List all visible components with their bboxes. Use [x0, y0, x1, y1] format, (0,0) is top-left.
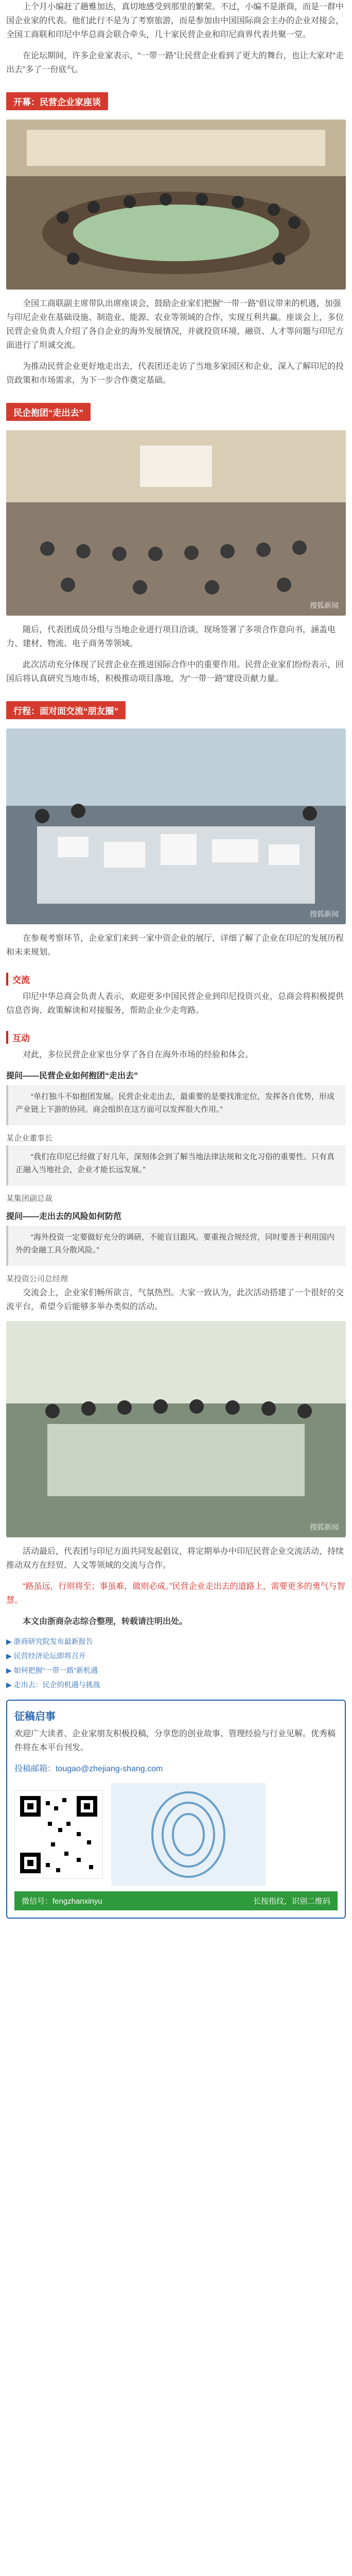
body-paragraph: 交流会上，企业家们畅所欲言，气氛热烈。大家一致认为，此次活动搭建了一个很好的交流平台，希望今后能够多举办类似的活动。 — [6, 1289, 344, 1311]
intro-paragraph: 在论坛期间，许多企业家表示，“一带一路”让民营企业看到了更大的舞台，也让大家对“走出去”多了一份底气。 — [6, 52, 344, 74]
question-heading: 提问——走出去的风险如何防范 — [6, 1212, 122, 1221]
photo-conference — [6, 430, 346, 616]
speaker-label: 某集团副总裁 — [6, 1194, 53, 1203]
quote-text: “我们在印尼已经做了好几年，深刻体会到了解当地法律法规和文化习俗的重要性。只有真正融入当地社会，企业才能长远发展。” — [15, 1153, 335, 1174]
qr-row — [14, 1783, 338, 1886]
body-paragraph: 随后，代表团成员分组与当地企业进行项目洽谈，现场签署了多项合作意向书，涵盖电力、建材、物流、电子商务等领域。 — [6, 625, 336, 648]
quote-text: “海外投资一定要做好充分的调研，不能盲目跟风。要重视合规经营，同时要善于利用国内外的金融工具分散风险。” — [15, 1233, 335, 1255]
section-header: 开幕：民营企业家座谈 — [6, 92, 108, 110]
photo-watermark: 搜狐新闻 — [310, 910, 339, 918]
subsection-header: 交流 — [6, 973, 30, 986]
photo-meeting — [6, 120, 346, 290]
fingerprint-icon[interactable] — [111, 1783, 266, 1886]
body-paragraph: 印尼中华总商会负责人表示，欢迎更多中国民营企业到印尼投资兴业，总商会将积极提供信息咨询、政策解读和对接服务，帮助企业少走弯路。 — [6, 992, 344, 1015]
photo-watermark: 搜狐新闻 — [310, 601, 339, 609]
body-paragraph: 对此，多位民营企业家也分享了各自在海外市场的经验和体会。 — [23, 1050, 254, 1059]
body-paragraph: 活动最后，代表团与印尼方面共同发起倡议，将定期举办中印尼民营企业交流活动，持续推动双方在经贸、人文等领域的交流与合作。 — [6, 1547, 344, 1570]
body-paragraph: 全国工商联副主席带队出席座谈会，鼓励企业家们把握“一带一路”倡议带来的机遇，加强与印尼企业在基础设施、制造业、能源、农业等领域的合作，实现互利共赢。座谈会上，多位民营企业负责人介绍了各自企业的海外发展情况，并就投资环境、融资、人才等问题与印尼方面进行了坦诚交流。 — [6, 299, 344, 350]
footer-heading: 征稿启事 — [14, 1711, 56, 1722]
photo-exhibition — [6, 728, 346, 924]
photo-group — [6, 1321, 346, 1537]
body-paragraph: 此次活动充分体现了民营企业在推进国际合作中的重要作用。民营企业家们纷纷表示，回国后将认真研究当地市场，积极推动项目落地，为“一带一路”建设贡献力量。 — [6, 660, 344, 683]
quote-block — [6, 1226, 346, 1266]
footer-bar — [14, 1891, 338, 1910]
speaker-label: 某企业董事长 — [6, 1134, 53, 1143]
related-link[interactable]: ▶ 走出去：民企的机遇与挑战 — [6, 1681, 100, 1689]
related-links — [6, 1636, 346, 1690]
section-header: 民企抱团“走出去” — [6, 403, 91, 421]
speaker-label: 某投资公司总经理 — [6, 1275, 68, 1283]
body-paragraph: 在参观考察环节，企业家们来到一家中资企业的展厅，详细了解了企业在印尼的发展历程和未来规划。 — [6, 934, 344, 957]
quote-block — [6, 1085, 346, 1125]
qr-code[interactable] — [14, 1790, 103, 1879]
quote-text: “单打独斗不如抱团发展。民营企业走出去，最重要的是要找准定位，发挥各自优势，形成产业链上下游的协同。商会组织在这方面可以发挥很大作用。” — [15, 1092, 335, 1114]
section-header: 行程：面对面交流“朋友圈” — [6, 701, 126, 719]
call-for-submissions — [6, 1700, 346, 1919]
closing-quote: “路虽远，行则将至；事虽难，做则必成。”民营企业走出去的道路上，需要更多的勇气与智慧。 — [6, 1582, 345, 1605]
question-heading: 提问——民营企业如何抱团“走出去” — [6, 1072, 138, 1080]
related-link[interactable]: ▶ 民营经济论坛即将召开 — [6, 1652, 86, 1660]
footer-note: 本文由浙商杂志综合整理，转载请注明出处。 — [23, 1617, 188, 1626]
scan-hint: 长按指纹，识别二维码 — [253, 1897, 330, 1906]
footer-body: 欢迎广大读者、企业家朋友积极投稿，分享您的创业故事、管理经验与行业见解。优秀稿件将在本平台刊发。 — [14, 1730, 336, 1752]
footer-contact[interactable]: 投稿邮箱：tougao@zhejiang-shang.com — [14, 1765, 163, 1773]
intro-paragraph: 上个月小编赶了趟雅加达，真切地感受到那里的繁荣。不过，小编不是浙商，而是一群中国企业家的代表。他们此行不是为了考察旅游，而是参加由中国国际商会主办的企业对接会，全国工商联和印尼中华总商会联合牵头，几十家民营企业和印尼商界代表共聚一堂。 — [6, 3, 344, 39]
body-paragraph: 为推动民营企业更好地走出去，代表团还走访了当地多家园区和企业，深入了解印尼的投资政策和市场需求，为下一步合作奠定基础。 — [6, 362, 344, 385]
related-link[interactable]: ▶ 如何把握“一带一路”新机遇 — [6, 1666, 98, 1674]
quote-block — [6, 1145, 346, 1185]
related-link[interactable]: ▶ 浙商研究院发布最新报告 — [6, 1637, 93, 1646]
subsection-header: 互动 — [6, 1031, 30, 1044]
wechat-id: 微信号：fengzhanxinyu — [22, 1897, 102, 1906]
photo-watermark: 搜狐新闻 — [310, 1523, 339, 1531]
